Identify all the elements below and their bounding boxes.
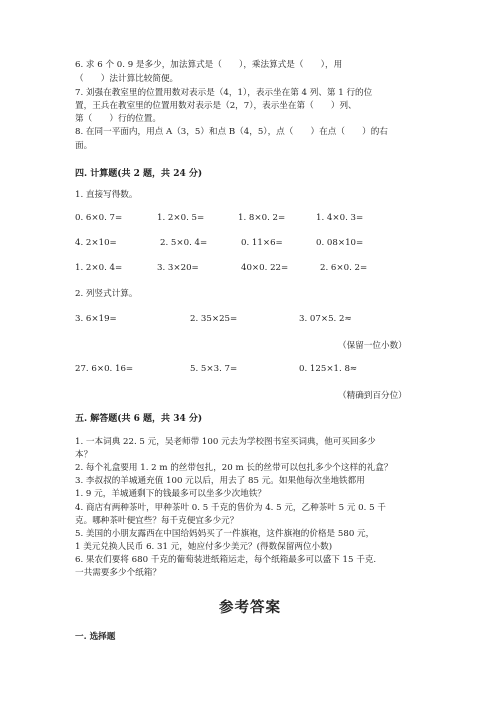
direct-calc-item: 0. 6×0. 7= [75, 213, 123, 223]
question-7-line-3: 第（ ）行的位置。 [75, 114, 161, 124]
answer-question-line: 1 美元兑换人民币 6. 31 元，她应付多少美元？(得数保留两位小数) [75, 542, 333, 552]
answer-question-line: 4. 商店有两种茶叶，甲种茶叶 0. 5 千克的售价为 4. 5 元，乙种茶叶 5 元 0. 5 千 [75, 503, 386, 513]
direct-calc-item: 0. 08×10= [316, 238, 364, 248]
answers-section-1-title: 一. 选择题 [75, 632, 116, 642]
vertical-calc-item: 2. 35×25= [190, 314, 238, 324]
direct-calc-item: 40×0. 22= [241, 263, 289, 273]
section-4-title: 四. 计算题(共 2 题，共 24 分) [75, 169, 203, 179]
answer-question-line: 5. 美国的小朋友露西在中国给妈妈买了一件旗袍，这件旗袍的价格是 580 元， [75, 529, 375, 539]
question-7-line-2: 置，王兵在教室里的位置用数对表示是（2，7），表示坐在第（ ）列、 [75, 101, 357, 111]
section-4-q1: 1. 直接写得数。 [75, 190, 138, 200]
answers-title: 参考答案 [219, 599, 281, 616]
section-5-title: 五. 解答题(共 6 题，共 34 分) [75, 414, 203, 424]
direct-calc-item: 1. 8×0. 2= [238, 213, 286, 223]
section-4-q2: 2. 列竖式计算。 [75, 289, 138, 299]
rounding-note-2: （精确到百分位） [338, 391, 407, 401]
vertical-calc-item: 5. 5×3. 7= [190, 364, 238, 374]
question-8-line-2: 面。 [75, 141, 93, 151]
answer-question-line: 本？ [75, 450, 93, 460]
vertical-calc-item: 27. 6×0. 16= [75, 364, 134, 374]
direct-calc-item: 2. 5×0. 4= [160, 238, 208, 248]
answer-question-line: 1. 9 元，羊城通剩下的钱最多可以坐多少次地铁？ [75, 489, 267, 499]
answer-question-line: 2. 每个礼盒要用 1. 2 m 的丝带包扎，20 m 长的丝带可以包扎多少个这样的礼盒？ [75, 463, 393, 473]
answer-question-line: 3. 李叔叔的羊城通充值 100 元以后，用去了 85 元。如果他每次坐地铁都用 [75, 476, 365, 486]
direct-calc-item: 0. 11×6= [241, 238, 283, 248]
answer-question-line: 克。哪种茶叶便宜些？每千克便宜多少元？ [75, 516, 239, 526]
direct-calc-item: 4. 2×10= [75, 238, 117, 248]
answer-question-line: 6. 果农们要将 680 千克的葡萄装进纸箱运走，每个纸箱最多可以盛下 15 千克. [75, 555, 377, 565]
question-7-line-1: 7. 刘强在教室里的位置用数对表示是（4，1），表示坐在第 4 列、第 1 行的位 [75, 88, 373, 98]
rounding-note-1: （保留一位小数） [338, 341, 407, 351]
direct-calc-item: 1. 4×0. 3= [316, 213, 364, 223]
question-8-line-1: 8. 在同一平面内，用点 A（3，5）和点 B（4，5），点（ ）在点（ ）的右 [75, 127, 388, 137]
answer-question-line: 1. 一本词典 22. 5 元，吴老师带 100 元去为学校图书室买词典，他可买回多少 [75, 437, 376, 447]
direct-calc-item: 1. 2×0. 5= [157, 213, 205, 223]
vertical-calc-item: 0. 125×1. 8≈ [299, 364, 358, 374]
vertical-calc-item: 3. 6×19= [75, 314, 117, 324]
answer-question-line: 一共需要多少个纸箱？ [75, 568, 161, 578]
direct-calc-item: 2. 6×0. 2= [320, 263, 368, 273]
direct-calc-item: 1. 2×0. 4= [75, 263, 123, 273]
vertical-calc-item: 3. 07×5. 2≈ [299, 314, 352, 324]
question-6-line-2: （ ）法计算比较简便。 [75, 74, 179, 84]
question-6-line-1: 6. 求 6 个 0. 9 是多少，加法算式是（ ），乘法算式是（ ），用 [75, 60, 343, 70]
direct-calc-item: 3. 3×20= [157, 263, 199, 273]
